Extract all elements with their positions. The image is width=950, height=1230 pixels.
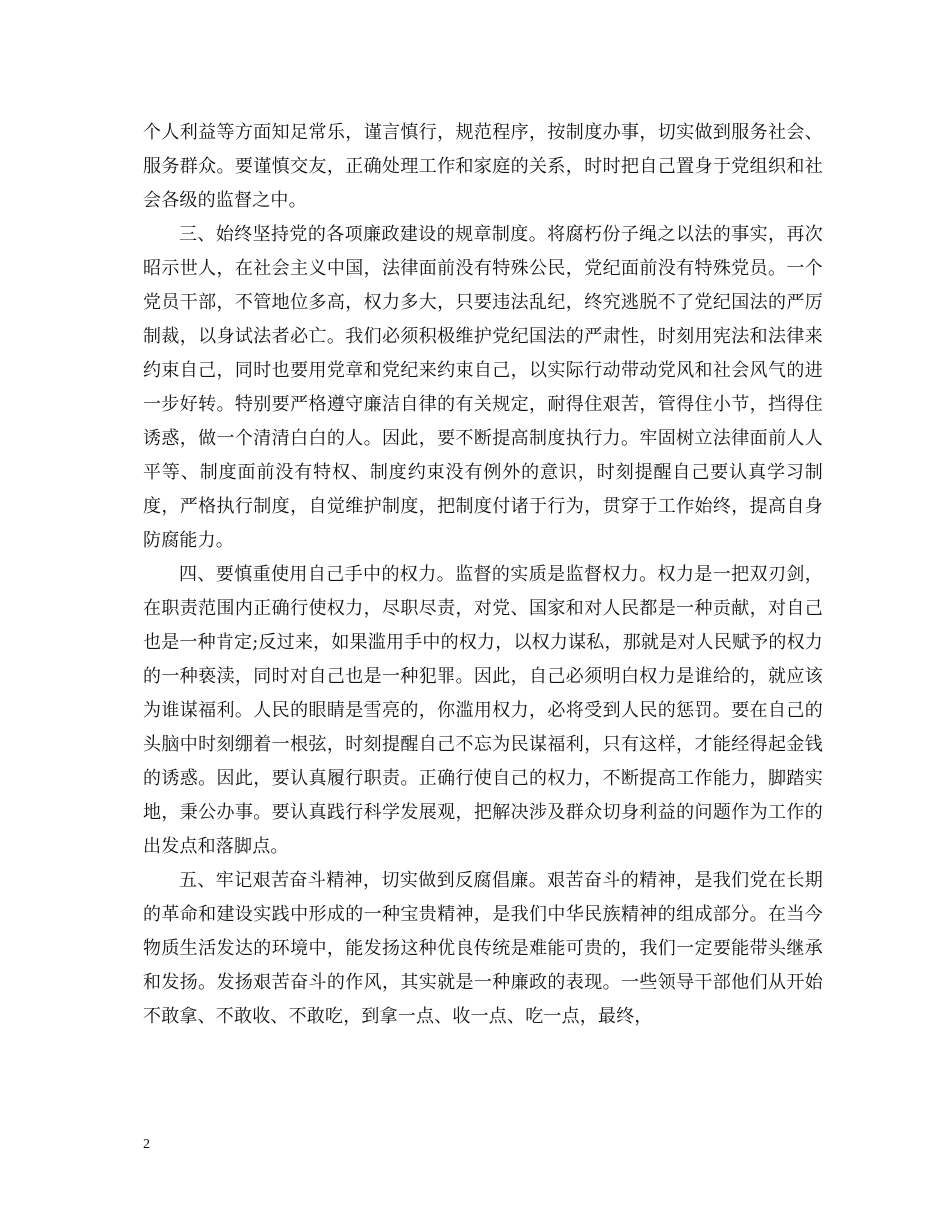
paragraph-section-three: 三、始终坚持党的各项廉政建设的规章制度。将腐朽份子绳之以法的事实，再次昭示世人，在社会主义中国，法律面前没有特殊公民，党纪面前没有特殊党员。一个党员干部，不管地位多高，权力多大，只要违法乱纪，终究逃脱不了党纪国法的严厉制裁，以身试法者必亡。我们必须积极维护党纪国法的严肃性，时刻用宪法和法律来约束自己，同时也要用党章和党纪来约束自己，以实际行动带动党风和社会风气的进一步好转。特别要严格遵守廉洁自律的有关规定，耐得住艰苦，管得住小节，挡得住诱惑，做一个清清白白的人。因此，要不断提高制度执行力。牢固树立法律面前人人平等、制度面前没有特权、制度约束没有例外的意识，时刻提醒自己要认真学习制度，严格执行制度，自觉维护制度，把制度付诸于行为，贯穿于工作始终，提高自身防腐能力。 [143,224,823,551]
paragraph-section-five: 五、牢记艰苦奋斗精神，切实做到反腐倡廉。艰苦奋斗的精神，是我们党在长期的革命和建设实践中形成的一种宝贵精神，是我们中华民族精神的组成部分。在当今物质生活发达的环境中，能发扬这种优良传统是难能可贵的，我们一定要能带头继承和发扬。发扬艰苦奋斗的作风，其实就是一种廉政的表现。一些领导干部他们从开始不敢拿、不敢收、不敢吃，到拿一点、收一点、吃一点，最终， [143,870,823,1027]
paragraph-section-four: 四、要慎重使用自己手中的权力。监督的实质是监督权力。权力是一把双刃剑，在职责范围内正确行使权力，尽职尽责，对党、国家和对人民都是一种贡献，对自己也是一种肯定;反过来，如果滥用手中的权力，以权力谋私，那就是对人民赋予的权力的一种亵渎，同时对自己也是一种犯罪。因此，自己必须明白权力是谁给的，就应该为谁谋福利。人民的眼睛是雪亮的，你滥用权力，必将受到人民的惩罚。要在自己的头脑中时刻绷着一根弦，时刻提醒自己不忘为民谋福利，只有这样，才能经得起金钱的诱惑。因此，要认真履行职责。正确行使自己的权力，不断提高工作能力，脚踏实地，秉公办事。要认真践行科学发展观，把解决涉及群众切身利益的问题作为工作的出发点和落脚点。 [143,564,823,857]
paragraph-continuation: 个人利益等方面知足常乐，谨言慎行，规范程序，按制度办事，切实做到服务社会、服务群众。要谨慎交友，正确处理工作和家庭的关系，时时把自己置身于党组织和社会各级的监督之中。 [143,122,823,211]
body-text [143,116,823,1034]
page-number: 2 [143,1137,150,1152]
